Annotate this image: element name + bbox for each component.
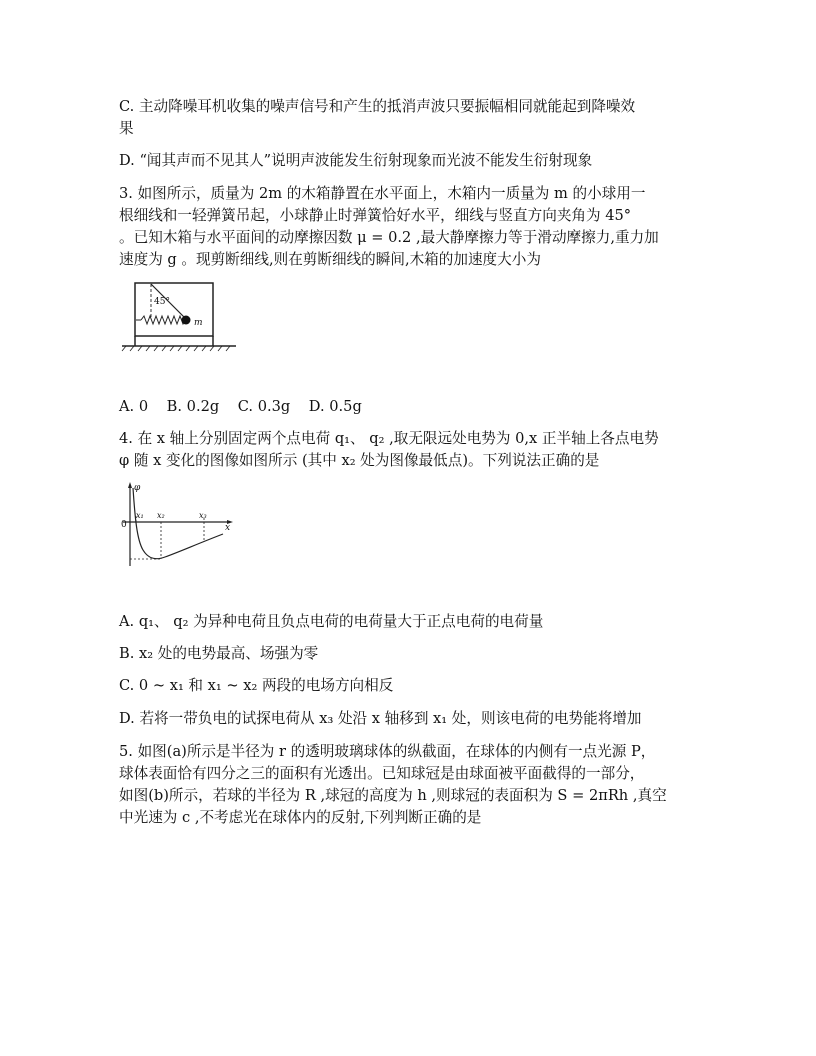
angle-label: 45° (154, 297, 170, 307)
x2-label: x₂ (157, 511, 165, 520)
q4-stem-line2: φ 随 x 变化的图像如图所示 (其中 x₂ 处为图像最低点)。下列说法正确的是 (119, 452, 600, 469)
q4-option-d: D. 若将一带负电的试探电荷从 x₃ 处沿 x 轴移到 x₁ 处，则该电荷的电势能将增加 (119, 710, 642, 727)
mass-label: m (194, 318, 203, 328)
y-axis-label: φ (134, 483, 141, 493)
option-d-prev: D. “闻其声而不见其人”说明声波能发生衍射现象而光波不能发生衍射现象 (119, 152, 593, 169)
q3-stem-line1: 3. 如图所示，质量为 2m 的木箱静置在水平面上，木箱内一质量为 m 的小球用一 (119, 185, 646, 202)
q3-stem-line4: 速度为 g 。现剪断细线,则在剪断细线的瞬间,木箱的加速度大小为 (119, 251, 541, 268)
q5-stem-line4: 中光速为 c ,不考虑光在球体内的反射,下列判断正确的是 (119, 809, 482, 826)
q5-stem-line2: 球体表面恰有四分之三的面积有光透出。已知球冠是由球面被平面截得的一部分， (119, 765, 645, 782)
q4-stem-line1: 4. 在 x 轴上分别固定两个点电荷 q₁、 q₂ ,取无限远处电势为 0,x 正半轴上各点电势 (119, 430, 659, 447)
q3-options: A. 0 B. 0.2g C. 0.3g D. 0.5g (119, 398, 362, 415)
q4-potential-graph (117, 478, 237, 570)
q3-stem-line2: 根细线和一轻弹簧吊起，小球静止时弹簧恰好水平，细线与竖直方向夹角为 45° (119, 207, 632, 224)
x-axis-label: x (225, 523, 231, 533)
x3-label: x₃ (199, 511, 207, 520)
q3-stem-line3: 。已知木箱与水平面间的动摩擦因数 μ = 0.2 ,最大静摩擦力等于滑动摩擦力,重力加 (119, 229, 659, 246)
q4-option-b: B. x₂ 处的电势最高、场强为零 (119, 645, 319, 662)
origin-label: 0 (121, 520, 127, 530)
ball-icon (182, 316, 191, 325)
q5-stem-line3: 如图(b)所示，若球的半径为 R ,球冠的高度为 h ,则球冠的表面积为 S = 2πRh ,真空 (119, 787, 667, 804)
x1-label: x₁ (136, 511, 144, 520)
option-c-prev-line1: C. 主动降噪耳机收集的噪声信号和产生的抵消声波只要振幅相同就能起到降噪效 (119, 98, 636, 115)
q4-option-a: A. q₁、 q₂ 为异种电荷且负点电荷的电荷量大于正点电荷的电荷量 (119, 613, 544, 630)
option-c-prev-line2: 果 (119, 120, 134, 137)
q3-box-figure (120, 278, 240, 352)
q5-stem-line1: 5. 如图(a)所示是半径为 r 的透明玻璃球体的纵截面，在球体的内侧有一点光源 P， (119, 743, 656, 760)
q4-option-c: C. 0 ~ x₁ 和 x₁ ~ x₂ 两段的电场方向相反 (119, 677, 394, 694)
